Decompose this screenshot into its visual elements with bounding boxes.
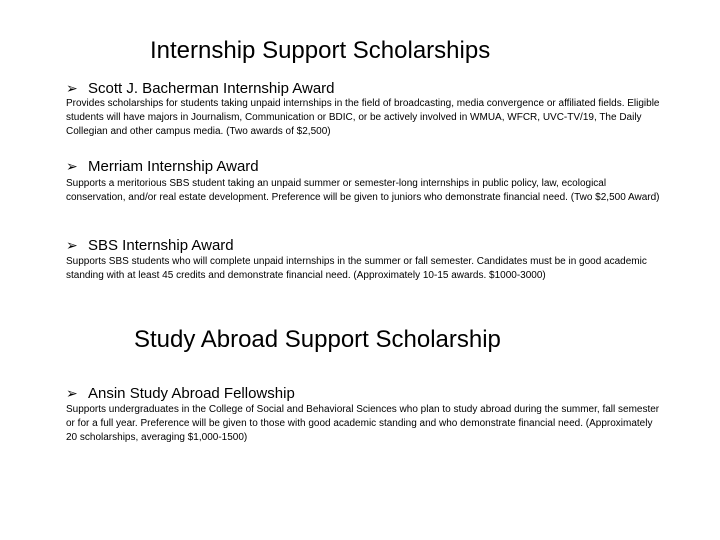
award-description-sbs: Supports SBS students who will complete unpaid internships in the summer or fall semester. Candidates must be in good academic standing with at least 45 credits and demonstrate financial need. (Approximately 10-15 awards. $1000-3000)	[66, 256, 647, 281]
award-title-text: Ansin Study Abroad Fellowship	[88, 385, 295, 402]
heading-study-abroad-support: Study Abroad Support Scholarship	[134, 326, 501, 353]
award-title-merriam	[66, 157, 259, 176]
award-title-text: Merriam Internship Award	[88, 158, 259, 175]
award-title-ansin	[66, 384, 295, 403]
award-title-text: SBS Internship Award	[88, 237, 234, 254]
arrow-bullet-icon: ➢	[66, 385, 78, 401]
arrow-bullet-icon: ➢	[66, 158, 78, 174]
award-description-bacherman: Provides scholarships for students taking unpaid internships in the field of broadcasting, media convergence or affiliated fields. Eligible students will have majors in Journalism, Communication or BDIC, or be actively involved in WMUA, WFCR, UVC-TV/19, The Daily Collegian and other campus media. (Two awards of $2,500)	[66, 98, 660, 137]
award-title-sbs	[66, 236, 234, 255]
heading-internship-support: Internship Support Scholarships	[150, 37, 491, 64]
award-description-ansin: Supports undergraduates in the College of Social and Behavioral Sciences who plan to study abroad during the summer, fall semester or for a full year. Preference will be given to those with good academic standing and who demonstrate financial need. (Approximately 20 scholarships, averaging $1,000-1500)	[66, 404, 660, 443]
award-title-bacherman	[66, 79, 335, 98]
arrow-bullet-icon: ➢	[66, 237, 78, 253]
award-title-text: Scott J. Bacherman Internship Award	[88, 80, 335, 97]
arrow-bullet-icon: ➢	[66, 80, 78, 96]
award-description-merriam: Supports a meritorious SBS student taking an unpaid summer or semester-long internships in public policy, law, ecological conservation, and/or real estate development. Preference will be given to juniors who demonstrate financial need. (Two $2,500 Award)	[66, 178, 660, 203]
